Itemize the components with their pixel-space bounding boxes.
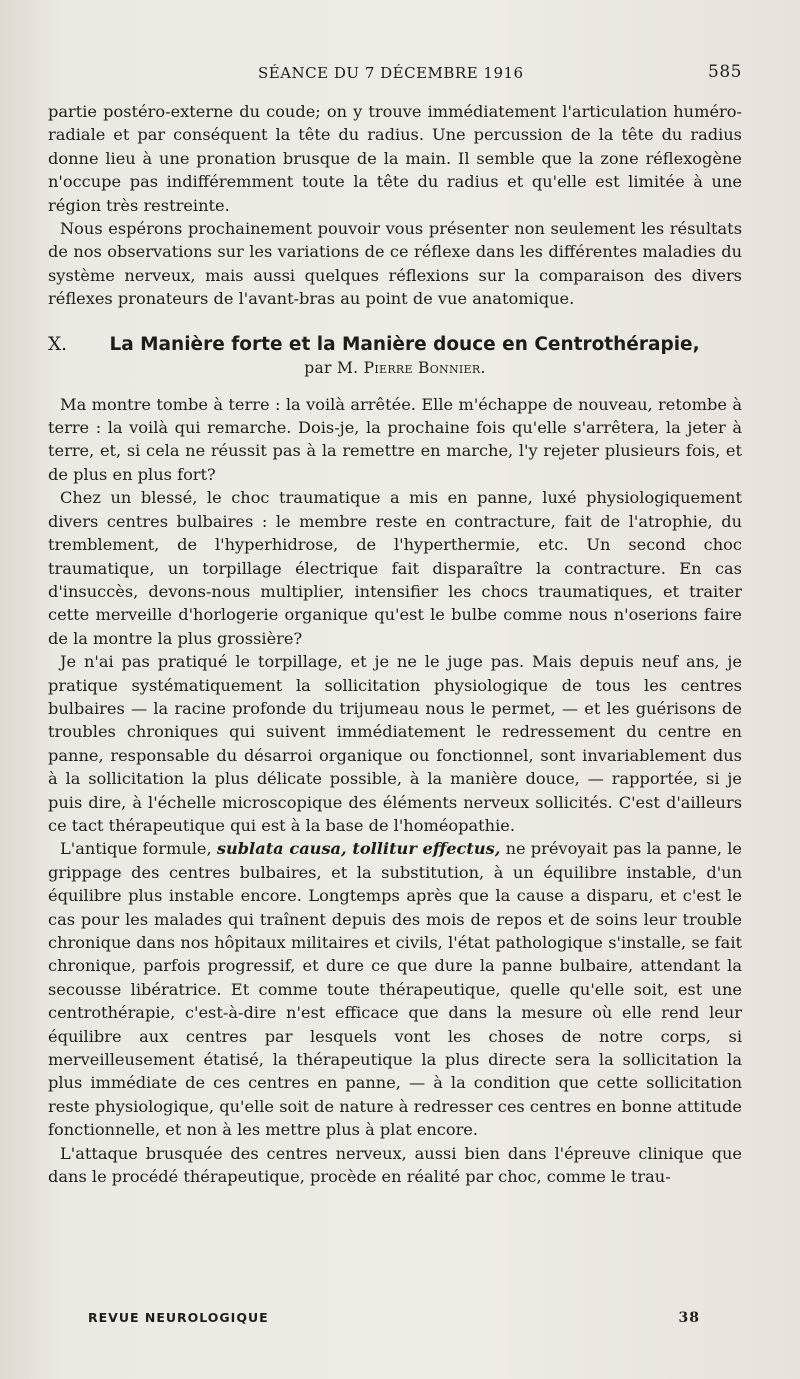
section-heading [48,333,742,357]
paragraph: Je n'ai pas pratiqué le torpillage, et je ne le juge pas. Mais depuis neuf ans, je pratique systématiquement la sollicitation physiologique de tous les centres bulbaires — la racine profonde du trijumeau nous le permet, — et les guérisons de troubles chroniques qui suivent immédiatement le redressement du centre en panne, responsable du désarroi organique ou fonctionnel, sont invariablement dus à la sollicitation la plus délicate possible, à la manière douce, — rapportée, si je puis dire, à l'échelle microscopique des éléments nerveux sollicités. C'est d'ailleurs ce tact thérapeutique qui est à la base de l'homéopathie. [48,652,742,835]
paragraph-rest: ne prévoyait pas la panne, le grippage des centres bulbaires, et la substitution, à un équilibre instable, d'un équilibre plus instable encore. Longtemps après que la cause a disparu, et c'est le cas pour les malades qui traînent depuis des mois de repos et de soins leur trouble chronique dans nos hôpitaux militaires et civils, l'état pathologique s'installe, se fait chronique, parfois progressif, et dure ce que dure la panne bulbaire, attendant la secousse libératrice. Et comme toute thérapeutique, quelle qu'elle soit, est une centrothérapie, c'est-à-dire n'est efficace que dans la mesure où elle rend leur équilibre aux centres par lesquels vont les choses de notre corps, si merveilleusement étatisé, la thérapeutique la plus directe sera la sollicitation la plus immédiate de ces centres en panne, — à la condition que cette sollicitation reste physiologique, qu'elle soit de nature à redresser ces centres en bonne attitude fonctionnelle, et non à les mettre plus à plat encore. [48,839,743,1140]
header-title: SÉANCE DU 7 DÉCEMBRE 1916 [258,64,524,82]
page-number: 585 [708,62,742,82]
byline-prefix: par M. [304,358,359,377]
paragraph: Nous espérons prochainement pouvoir vous présenter non seulement les résultats de nos observations sur les variations de ce réflexe dans les différentes maladies du système nerveux, mais aussi quelques réflexions sur la comparaison des divers réflexes pronateurs de l'avant-bras au point de vue anatomique. [48,219,742,309]
author-name: Pierre Bonnier. [363,358,486,377]
paragraph: partie postéro-externe du coude; on y trouve immédiatement l'articulation huméro-radiale et par conséquent la tête du radius. Une percussion de la tête du radius donne lieu à une pronation brusque de la main. Il semble que la zone réflexogène n'occupe pas indifféremment toute la tête du radius et qu'elle est limitée à une région très restreinte. [48,102,742,215]
section-title: La Manière forte et la Manière douce en Centrothérapie, [109,333,700,355]
byline [48,357,742,379]
paragraph: Ma montre tombe à terre : la voilà arrêtée. Elle m'échappe de nouveau, retombe à terre : la voilà qui remarche. Dois-je, la prochaine fois qu'elle s'arrêtera, la jeter à terre, et, si cela ne réussit pas à la remettre en marche, l'y rejeter plusieurs fois, et de plus en plus fort? [48,394,742,484]
signature-number: 38 [678,1310,700,1326]
paragraph: L'attaque brusquée des centres nerveux, aussi bien dans l'épreuve clinique que dans le procédé thérapeutique, procède en réalité par choc, comme le trau- [48,1143,742,1187]
page-footer [88,1310,700,1325]
latin-formula: sublata causa, tollitur effectus, [216,839,501,859]
paragraph [48,837,742,1141]
section-number: X. [48,333,68,355]
running-head [48,62,742,86]
journal-name: REVUE NEUROLOGIQUE [88,1310,269,1325]
paragraph: Chez un blessé, le choc traumatique a mis en panne, luxé physiologiquement divers centres bulbaires : le membre reste en contracture, fait de l'atrophie, du tremblement, de l'hyperhidrose, de l'hyperthermie, etc. Un second choc traumatique, un torpillage électrique fait disparaître la contracture. En cas d'insuccès, devons-nous multiplier, intensifier les chocs traumatiques, et traiter cette merveille d'horlogerie organique qu'est le bulbe comme nous n'oserions faire de la montre la plus grossière? [48,488,742,648]
paragraph-start: L'antique formule, [60,839,212,859]
article-body [48,100,742,1188]
